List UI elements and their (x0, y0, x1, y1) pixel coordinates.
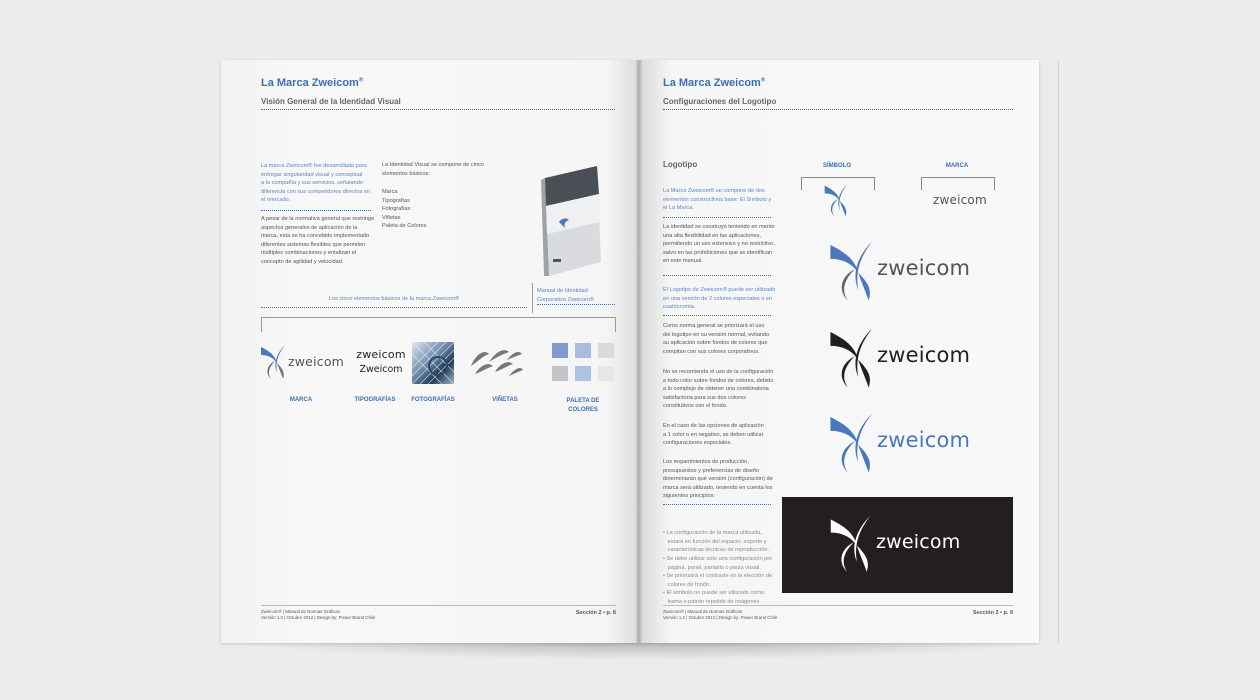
manual-caption: Manual de Identidad Corporativa Zweicom® (537, 288, 594, 303)
intro-text: A pesar de la normativa general que restringe aspectos generales de aplicación de la marca, esta se ha concebido implementado diferentes sistemas flexibles que permiten múltiples combinaciones y entalizan el concepto de agilidad y velocidad. (261, 216, 375, 265)
logo-negative-panel: zweicom (782, 497, 1013, 593)
typo-sample-1: zweicom (356, 348, 406, 361)
photography-thumbnail (412, 342, 454, 384)
right-page-subtitle: Configuraciones del Logotipo (663, 97, 777, 106)
swatch-5 (575, 366, 591, 381)
intro-text-blue: La marca Zweicom® fue desarrollada para entregar singularidad visual y conceptual a la compañía y sus servicios, señalando diferencia con sus competidores directos en el mercado. (261, 163, 371, 204)
right-page (639, 60, 1039, 643)
manual-mockup-image (539, 164, 609, 276)
logo-full-color: zweicom (825, 238, 985, 304)
typo-sample-2: Zweicom (359, 364, 403, 375)
book-spine (636, 60, 642, 643)
swatch-2 (575, 343, 591, 358)
zweicom-symbol-color-icon (825, 238, 881, 304)
simbolo-label: SÍMBOLO (823, 163, 851, 169)
elements-intro: La Identidad Visual se compone de cinco elementos básicos: (382, 162, 484, 177)
swatch-6 (598, 366, 614, 381)
elements-bracket (261, 317, 616, 332)
logo-blue: zweicom (825, 410, 985, 476)
zweicom-symbol-blue-icon (825, 410, 881, 476)
manual-caption-divider (537, 304, 615, 305)
marca-wordmark: zweicom (288, 354, 345, 369)
typography-thumbnail (351, 348, 411, 375)
left-page-number: Sección 2 • p. 8 (575, 610, 616, 616)
vinetas-thumbnail (469, 346, 523, 380)
label-vinetas: VIÑETAS (492, 397, 518, 403)
left-page-subtitle: Visión General de la Identidad Visual (261, 97, 401, 106)
right-title-divider (663, 109, 1013, 110)
left-page-title: La Marca Zweicom® (261, 77, 364, 89)
label-fotografias: FOTOGRAFÍAS (411, 397, 455, 403)
swatch-4 (552, 366, 568, 381)
zweicom-symbol-black-icon (825, 325, 881, 391)
zweicom-symbol-white-icon (826, 513, 878, 575)
marca-wordmark-only: zweicom (933, 193, 987, 207)
left-page (221, 60, 639, 643)
intro-divider (261, 210, 371, 211)
logo-black: zweicom (825, 325, 985, 391)
right-page-number: Sección 2 • p. 9 (972, 610, 1013, 616)
swatch-3 (598, 343, 614, 358)
vinetas-pattern-icon (469, 346, 523, 380)
zweicom-symbol-icon (259, 343, 289, 381)
para-divider-4 (663, 504, 771, 505)
logotipo-heading: Logotipo (663, 160, 698, 169)
logotipo-text-2: Como norma general se priorizará el uso del logotipo en su versión normal, evitando su aplicación sobre fondos de colores que compitan con sus colores corporativos. (663, 323, 770, 355)
elements-list: Marca Tipografías Fotografías Viñetas Paleta de Colores (382, 189, 427, 230)
label-marca: MARCA (289, 397, 313, 403)
right-footer-info: Zweicom® | Manual de Normas Gráficas Versión 1.2 | Octubre 2012 | Design by: Power Brand Chile (663, 609, 778, 620)
title-divider (261, 109, 615, 110)
para-divider-3 (663, 315, 771, 316)
logotipo-text-4: En el caso de las opciones de aplicación a 1 color o en negativo, se deben utilizar configuraciones especiales. (663, 423, 764, 447)
label-paleta: PALETA DE COLORES (566, 398, 600, 413)
logotipo-text-1: La identidad se construyó teniendo en mente una alta flexibilidad en las aplicaciones, permitiendo un uso extensivo y no restrictivo, salvo en las prohibiciones que se identifican en este manual. (663, 224, 775, 265)
manual-connector (532, 283, 533, 313)
footer-info: Zweicom® | Manual de Normas Gráficas Versión 1.2 | Octubre 2012 | Design by: Power Brand Chile (261, 609, 376, 620)
logotipo-text-3: No se recomienda el uso de la configuración a todo color sobre fondos de colores, debido a lo complejo de obtener una combinatoria satisfactoria para sus dos colores constitutivos con el fondo. (663, 369, 774, 410)
logotipo-text-5: Los requerimientos de producción, presupuestos y preferencias de diseño determinarán qué versión (configuración) de marca será utilizado, teniendo en cuenta los siguientes principios: (663, 459, 773, 500)
para-divider-1 (663, 217, 771, 218)
building-photo-icon (412, 342, 454, 384)
five-elements-divider (261, 307, 527, 308)
page-edges (1038, 62, 1059, 642)
marca-label: MARCA (945, 163, 969, 169)
para-divider-2 (663, 275, 771, 276)
footer-divider (261, 605, 616, 606)
right-page-title: La Marca Zweicom® (663, 77, 766, 89)
simbolo-icon (820, 182, 854, 223)
swatch-1 (552, 343, 568, 358)
label-tipografias: TIPOGRAFÍAS (354, 397, 396, 403)
right-footer-divider (663, 605, 1013, 606)
marca-bracket (921, 177, 995, 190)
principles-list: • La configuración de la marca utilizada, estará en función del espacio, soporte y características técnicas de reproducción. • Se debe utilizar sólo una configuración por página, panel, pantalla o pieza visual. • Se priorizará el contraste en la elección de colores de fondo. • El símbolo no puede ser utilizado como trama o patrón repetido de imágenes. (663, 530, 773, 605)
five-elements-caption: Los cinco elementos básicos de la marca Zweicom® (328, 296, 460, 302)
logotipo-text-blue-2: El Logotipo de Zweicom® puede ser utilizado en una versión de 2 colores especiales o en cuatricromía. (663, 287, 776, 311)
logotipo-text-blue-1: La Marca Zweicom® se compone de dos elementos constructivos base: El Símbolo y el La Marca. (663, 188, 772, 212)
marca-thumbnail (259, 343, 343, 383)
